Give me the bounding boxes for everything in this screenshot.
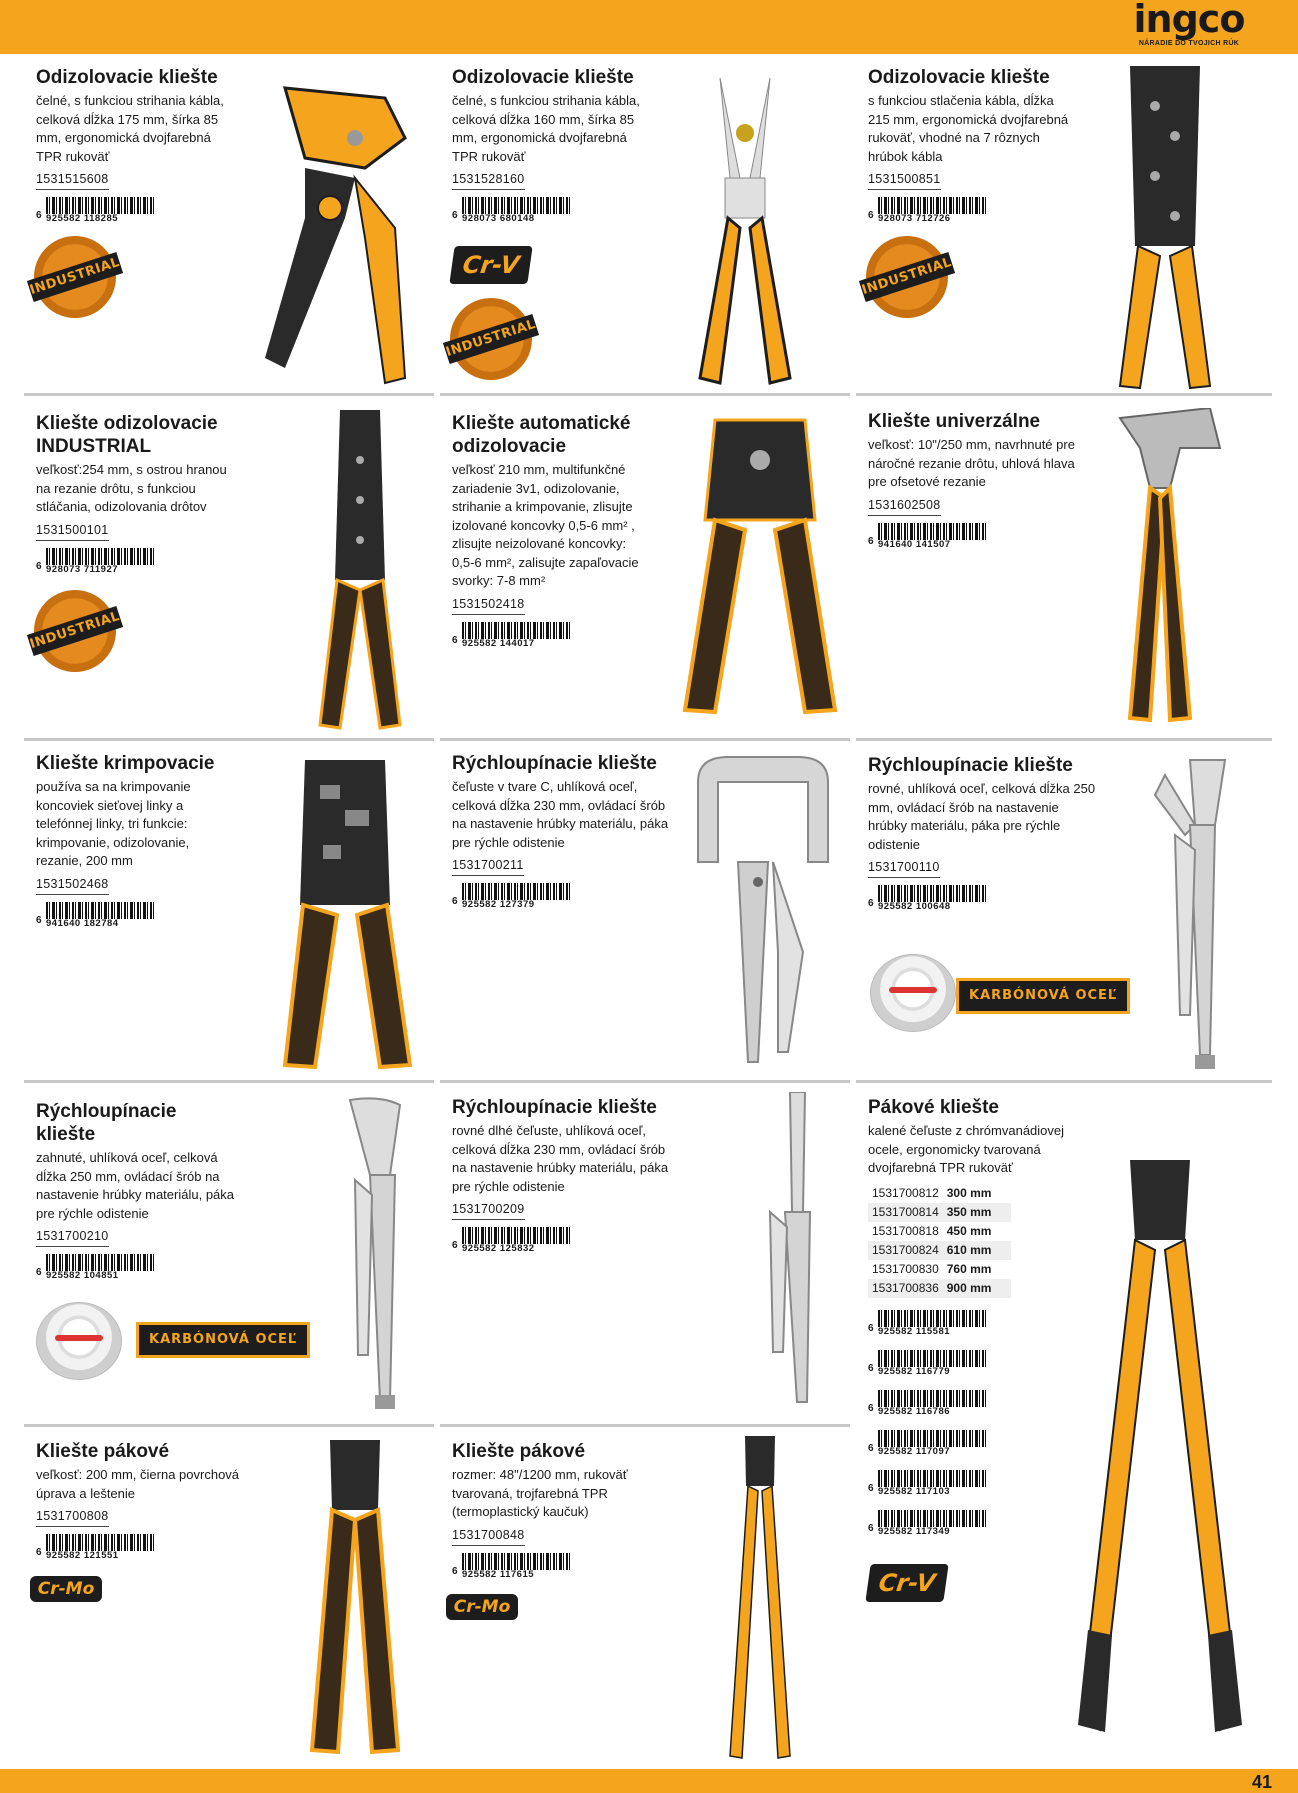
wire-stripper-image: [680, 78, 810, 388]
crimping-tool-image: [305, 410, 415, 730]
product-code: 1531500851: [868, 171, 941, 190]
carbon-steel-badge: KARBÓNOVÁ OCEĽ: [136, 1322, 310, 1358]
barcode-lead: 6: [868, 1482, 874, 1494]
product-title: Rýchloupínacie kliešte: [36, 1101, 177, 1145]
product-card: [452, 1096, 682, 1253]
product-description: používa sa na krimpovanie koncoviek sieťovej linky a telefónnej linky, tri funkcie: krimpovanie, odizolovanie, rezanie, 200 mm: [36, 779, 191, 868]
barcode: [452, 1553, 572, 1579]
product-title: Kliešte krimpovacie: [36, 753, 215, 774]
barcode: [452, 622, 572, 648]
page-number: 41: [1251, 1772, 1272, 1792]
barcode: [36, 1254, 156, 1280]
product-title: Kliešte pákové: [36, 1441, 170, 1462]
row-divider: [856, 1080, 1272, 1083]
barcode-bars: [462, 622, 570, 640]
barcode: [452, 197, 572, 223]
barcode-lead: 6: [452, 1565, 458, 1577]
automatic-stripper-image: [675, 410, 845, 715]
product-code: 1531700808: [36, 1508, 109, 1527]
size-value: 760 mm: [946, 1261, 992, 1276]
row-divider: [440, 1080, 850, 1083]
barcode-number: 941640 141507: [878, 540, 986, 550]
barcode-lead: 6: [36, 1267, 42, 1278]
product-card: [868, 410, 1078, 549]
barcode-number: 925582 100648: [878, 902, 986, 912]
product-code: 1531502418: [452, 596, 525, 615]
modular-crimper-image: [275, 755, 425, 1070]
product-title: Rýchloupínacie kliešte: [452, 753, 657, 774]
table-row: [868, 1222, 1011, 1241]
product-title: Kliešte pákové: [452, 1441, 586, 1462]
row-divider: [440, 393, 850, 396]
product-card: [36, 1440, 246, 1560]
bolt-cutter-size-table: [868, 1184, 1011, 1298]
barcode-lead: 6: [36, 210, 42, 221]
barcode-bars: [878, 1310, 986, 1328]
wire-stripper-image: [245, 78, 425, 388]
product-card: [36, 1100, 236, 1280]
industrial-badge-label: INDUSTRIAL: [27, 606, 123, 656]
carbon-steel-coil-image: [870, 954, 956, 1032]
barcode-number: 928073 711927: [46, 565, 154, 575]
product-title: Rýchloupínacie kliešte: [452, 1097, 657, 1118]
product-description: čelné, s funkciou strihania kábla, celková dĺžka 160 mm, šírka 85 mm, ergonomická dvojfarebná TPR rukoväť: [452, 93, 640, 164]
product-code: 1531602508: [868, 497, 941, 516]
table-row: [868, 1279, 1011, 1298]
barcode-lead: 6: [452, 1240, 458, 1251]
barcode-number: 925582 125832: [462, 1244, 570, 1254]
size-code: 1531700824: [868, 1241, 943, 1260]
locking-pliers-image: [320, 1095, 430, 1415]
size-value: 300 mm: [946, 1185, 992, 1200]
long-nose-locking-pliers-image: [745, 1092, 845, 1412]
industrial-badge: [28, 590, 122, 672]
barcode-lead: 6: [868, 210, 874, 221]
barcode-number: 925582 121551: [46, 1551, 154, 1561]
barcode-number: 925582 115581: [878, 1327, 986, 1337]
barcode-lead: 6: [36, 560, 42, 572]
product-card: [452, 752, 677, 909]
product-code: 1531502468: [36, 876, 109, 895]
barcode-lead: 6: [868, 535, 874, 547]
product-card: [868, 754, 1098, 911]
barcode: [868, 1430, 988, 1456]
barcode: [868, 1510, 988, 1536]
product-title: Kliešte odizolovacie INDUSTRIAL: [36, 413, 218, 457]
product-title: Odizolovacie kliešte: [452, 67, 634, 88]
barcode-lead: 6: [868, 1402, 874, 1414]
size-value: 900 mm: [943, 1279, 1011, 1298]
barcode-lead: 6: [36, 1547, 42, 1558]
mini-bolt-cutter-image: [300, 1440, 410, 1755]
barcode: [868, 885, 988, 911]
barcode-number: 925582 127379: [462, 900, 570, 910]
product-code: 1531700211: [452, 857, 524, 876]
product-title: Kliešte univerzálne: [868, 411, 1041, 432]
industrial-badge-label: INDUSTRIAL: [27, 252, 123, 302]
product-card: [36, 752, 236, 928]
barcode-number: 925582 117349: [878, 1527, 986, 1537]
barcode-bars: [878, 1350, 986, 1368]
barcode-lead: 6: [452, 896, 458, 907]
product-code: 1531700848: [452, 1527, 525, 1546]
c-clamp-locking-pliers-image: [678, 752, 848, 1072]
row-divider: [856, 738, 1272, 741]
barcode-number: 941640 182784: [46, 919, 154, 929]
product-title: Pákové kliešte: [868, 1097, 999, 1118]
size-value: 350 mm: [943, 1203, 1011, 1222]
product-code: 1531515608: [36, 171, 109, 190]
barcode: [868, 1350, 988, 1376]
barcode: [868, 1310, 988, 1336]
barcode-bars: [46, 902, 154, 920]
barcode-bars: [878, 1390, 986, 1408]
barcode-lead: 6: [868, 898, 874, 909]
barcode: [868, 197, 988, 223]
size-value: 450 mm: [946, 1223, 992, 1238]
barcode: [868, 1470, 988, 1496]
product-title: Odizolovacie kliešte: [36, 67, 218, 88]
barcode-lead: 6: [452, 634, 458, 646]
row-divider: [24, 393, 434, 396]
barcode-number: 925582 117615: [462, 1570, 570, 1580]
barcode: [452, 1227, 572, 1253]
barcode-number: 925582 116786: [878, 1407, 986, 1417]
size-code: 1531700836: [868, 1279, 943, 1298]
table-row: [868, 1203, 1011, 1222]
size-code: 1531700812: [872, 1185, 939, 1200]
product-description: veľkosť: 200 mm, čierna povrchová úprava a leštenie: [36, 1467, 240, 1501]
industrial-badge-label: INDUSTRIAL: [443, 314, 539, 364]
barcode: [36, 1534, 156, 1560]
barcode-number: 925582 118285: [46, 214, 154, 224]
industrial-badge: [28, 236, 122, 318]
product-card: [36, 66, 236, 223]
product-title: Odizolovacie kliešte: [868, 67, 1050, 88]
crmo-badge: Cr-Mo: [446, 1594, 518, 1620]
barcode: [36, 197, 156, 223]
product-code: 1531700110: [868, 859, 940, 878]
size-code: 1531700814: [868, 1203, 943, 1222]
bottom-bar: [0, 1769, 1298, 1793]
barcode-number: 925582 144017: [462, 639, 570, 649]
barcode-bars: [462, 1553, 570, 1571]
barcode: [452, 883, 572, 909]
product-description: čeľuste v tvare C, uhlíková oceľ, celková dĺžka 230 mm, ovládací šrób na nastavenie hrúbky materiálu, páka pre rýchle odistenie: [452, 779, 669, 850]
barcode-lead: 6: [868, 1322, 874, 1334]
crv-badge: Cr-V: [449, 246, 532, 284]
size-code: 1531700818: [872, 1223, 939, 1238]
product-code: 1531500101: [36, 522, 109, 541]
product-description: s funkciou stlačenia kábla, dĺžka 215 mm, ergonomická dvojfarebná rukoväť, vhodné na 7 rôznych hrúbok kábla: [868, 93, 1069, 164]
industrial-badge-label: INDUSTRIAL: [859, 252, 955, 302]
barcode-lead: 6: [868, 1442, 874, 1454]
product-description: rovné, uhlíková oceľ, celková dĺžka 250 mm, ovládací šrób na nastavenie hrúbky materiálu, páka pre rýchle odistenie: [868, 781, 1096, 852]
product-title: Kliešte automatické odizolovacie: [452, 413, 631, 457]
product-card: [452, 66, 652, 223]
product-description: rovné dlhé čeľuste, uhlíková oceľ, celková dĺžka 230 mm, ovládací šrób na nastavenie hrúbky materiálu, páka pre rýchle odistenie: [452, 1123, 669, 1194]
table-row: [868, 1184, 1011, 1203]
industrial-badge: [444, 298, 538, 380]
crmo-badge: Cr-Mo: [30, 1576, 102, 1602]
carbon-steel-coil-image: [36, 1302, 122, 1380]
product-description: rozmer: 48"/1200 mm, rukoväť tvarovaná, trojfarebná TPR (termoplastický kaučuk): [452, 1467, 628, 1519]
product-card: [36, 412, 236, 574]
size-code: 1531700830: [872, 1261, 939, 1276]
table-row: [868, 1260, 1011, 1279]
row-divider: [856, 393, 1272, 396]
product-card: [452, 412, 647, 648]
end-cutter-pliers-image: [1110, 408, 1230, 723]
product-code: 1531700209: [452, 1201, 525, 1220]
top-bar: [0, 0, 1298, 54]
barcode-number: 925582 104851: [46, 1271, 154, 1281]
product-description: veľkosť:254 mm, s ostrou hranou na rezanie drôtu, s funkciou stláčania, odizolovania drôtov: [36, 462, 227, 514]
bolt-cutter-large-image: [1060, 1160, 1260, 1740]
long-bolt-cutter-image: [720, 1436, 800, 1761]
barcode: [36, 902, 156, 928]
product-description: veľkosť: 10"/250 mm, navrhnuté pre náročné rezanie drôtu, uhlová hlava pre ofsetové rezanie: [868, 437, 1075, 489]
product-description: kalené čeľuste z chrómvanádiovej ocele, ergonomicky tvarovaná dvojfarebná TPR rukoväť: [868, 1123, 1065, 1175]
product-description: zahnuté, uhlíková oceľ, celková dĺžka 250 mm, ovládací šrób na nastavenie hrúbky materiálu, páka pre rýchle odistenie: [36, 1150, 235, 1221]
brand-wordmark: ingco: [1133, 0, 1245, 41]
barcode-bars: [46, 548, 154, 566]
barcode-lead: 6: [868, 1362, 874, 1374]
barcode-bars: [878, 1510, 986, 1528]
row-divider: [440, 1424, 850, 1427]
crv-badge: Cr-V: [865, 1564, 948, 1602]
barcode: [868, 523, 988, 549]
product-card: [868, 66, 1078, 223]
industrial-badge: [860, 236, 954, 318]
barcode-number: 928073 680148: [462, 214, 570, 224]
barcode-bars: [878, 1430, 986, 1448]
barcode-number: 928073 712726: [878, 214, 986, 224]
row-divider: [24, 738, 434, 741]
barcode-lead: 6: [868, 1522, 874, 1534]
product-description: čelné, s funkciou strihania kábla, celková dĺžka 175 mm, šírka 85 mm, ergonomická dvojfarebná TPR rukoväť: [36, 93, 224, 164]
row-divider: [24, 1080, 434, 1083]
brand-tagline: NÁRADIE DO TVOJICH RÚK: [1138, 40, 1240, 47]
barcode-lead: 6: [36, 914, 42, 926]
product-code: 1531700210: [36, 1228, 109, 1247]
product-card: [452, 1440, 652, 1579]
barcode: [868, 1390, 988, 1416]
carbon-steel-badge: KARBÓNOVÁ OCEĽ: [956, 978, 1130, 1014]
row-divider: [24, 1424, 434, 1427]
barcode-lead: 6: [452, 210, 458, 221]
locking-pliers-image: [1135, 755, 1255, 1075]
barcode-bars: [878, 523, 986, 541]
barcode-bars: [878, 1470, 986, 1488]
crimping-tool-image: [1100, 66, 1230, 391]
barcode-number: 925582 117097: [878, 1447, 986, 1457]
table-row: [868, 1241, 1011, 1260]
product-title: Rýchloupínacie kliešte: [868, 755, 1073, 776]
row-divider: [440, 738, 850, 741]
product-description: veľkosť 210 mm, multifunkčné zariadenie 3v1, odizolovanie, strihanie a krimpovanie, zlisujte izolované koncovky 0,5-6 mm² , zlisujte neizolované koncovky: 0,5-6 mm², zalisujte zapaľovacie svorky: 7-8 mm²: [452, 462, 639, 588]
barcode: [36, 548, 156, 574]
size-value: 610 mm: [943, 1241, 1011, 1260]
barcode-number: 925582 116779: [878, 1367, 986, 1377]
barcode-number: 925582 117103: [878, 1487, 986, 1497]
brand-logo: [1114, 0, 1264, 54]
product-code: 1531528160: [452, 171, 525, 190]
